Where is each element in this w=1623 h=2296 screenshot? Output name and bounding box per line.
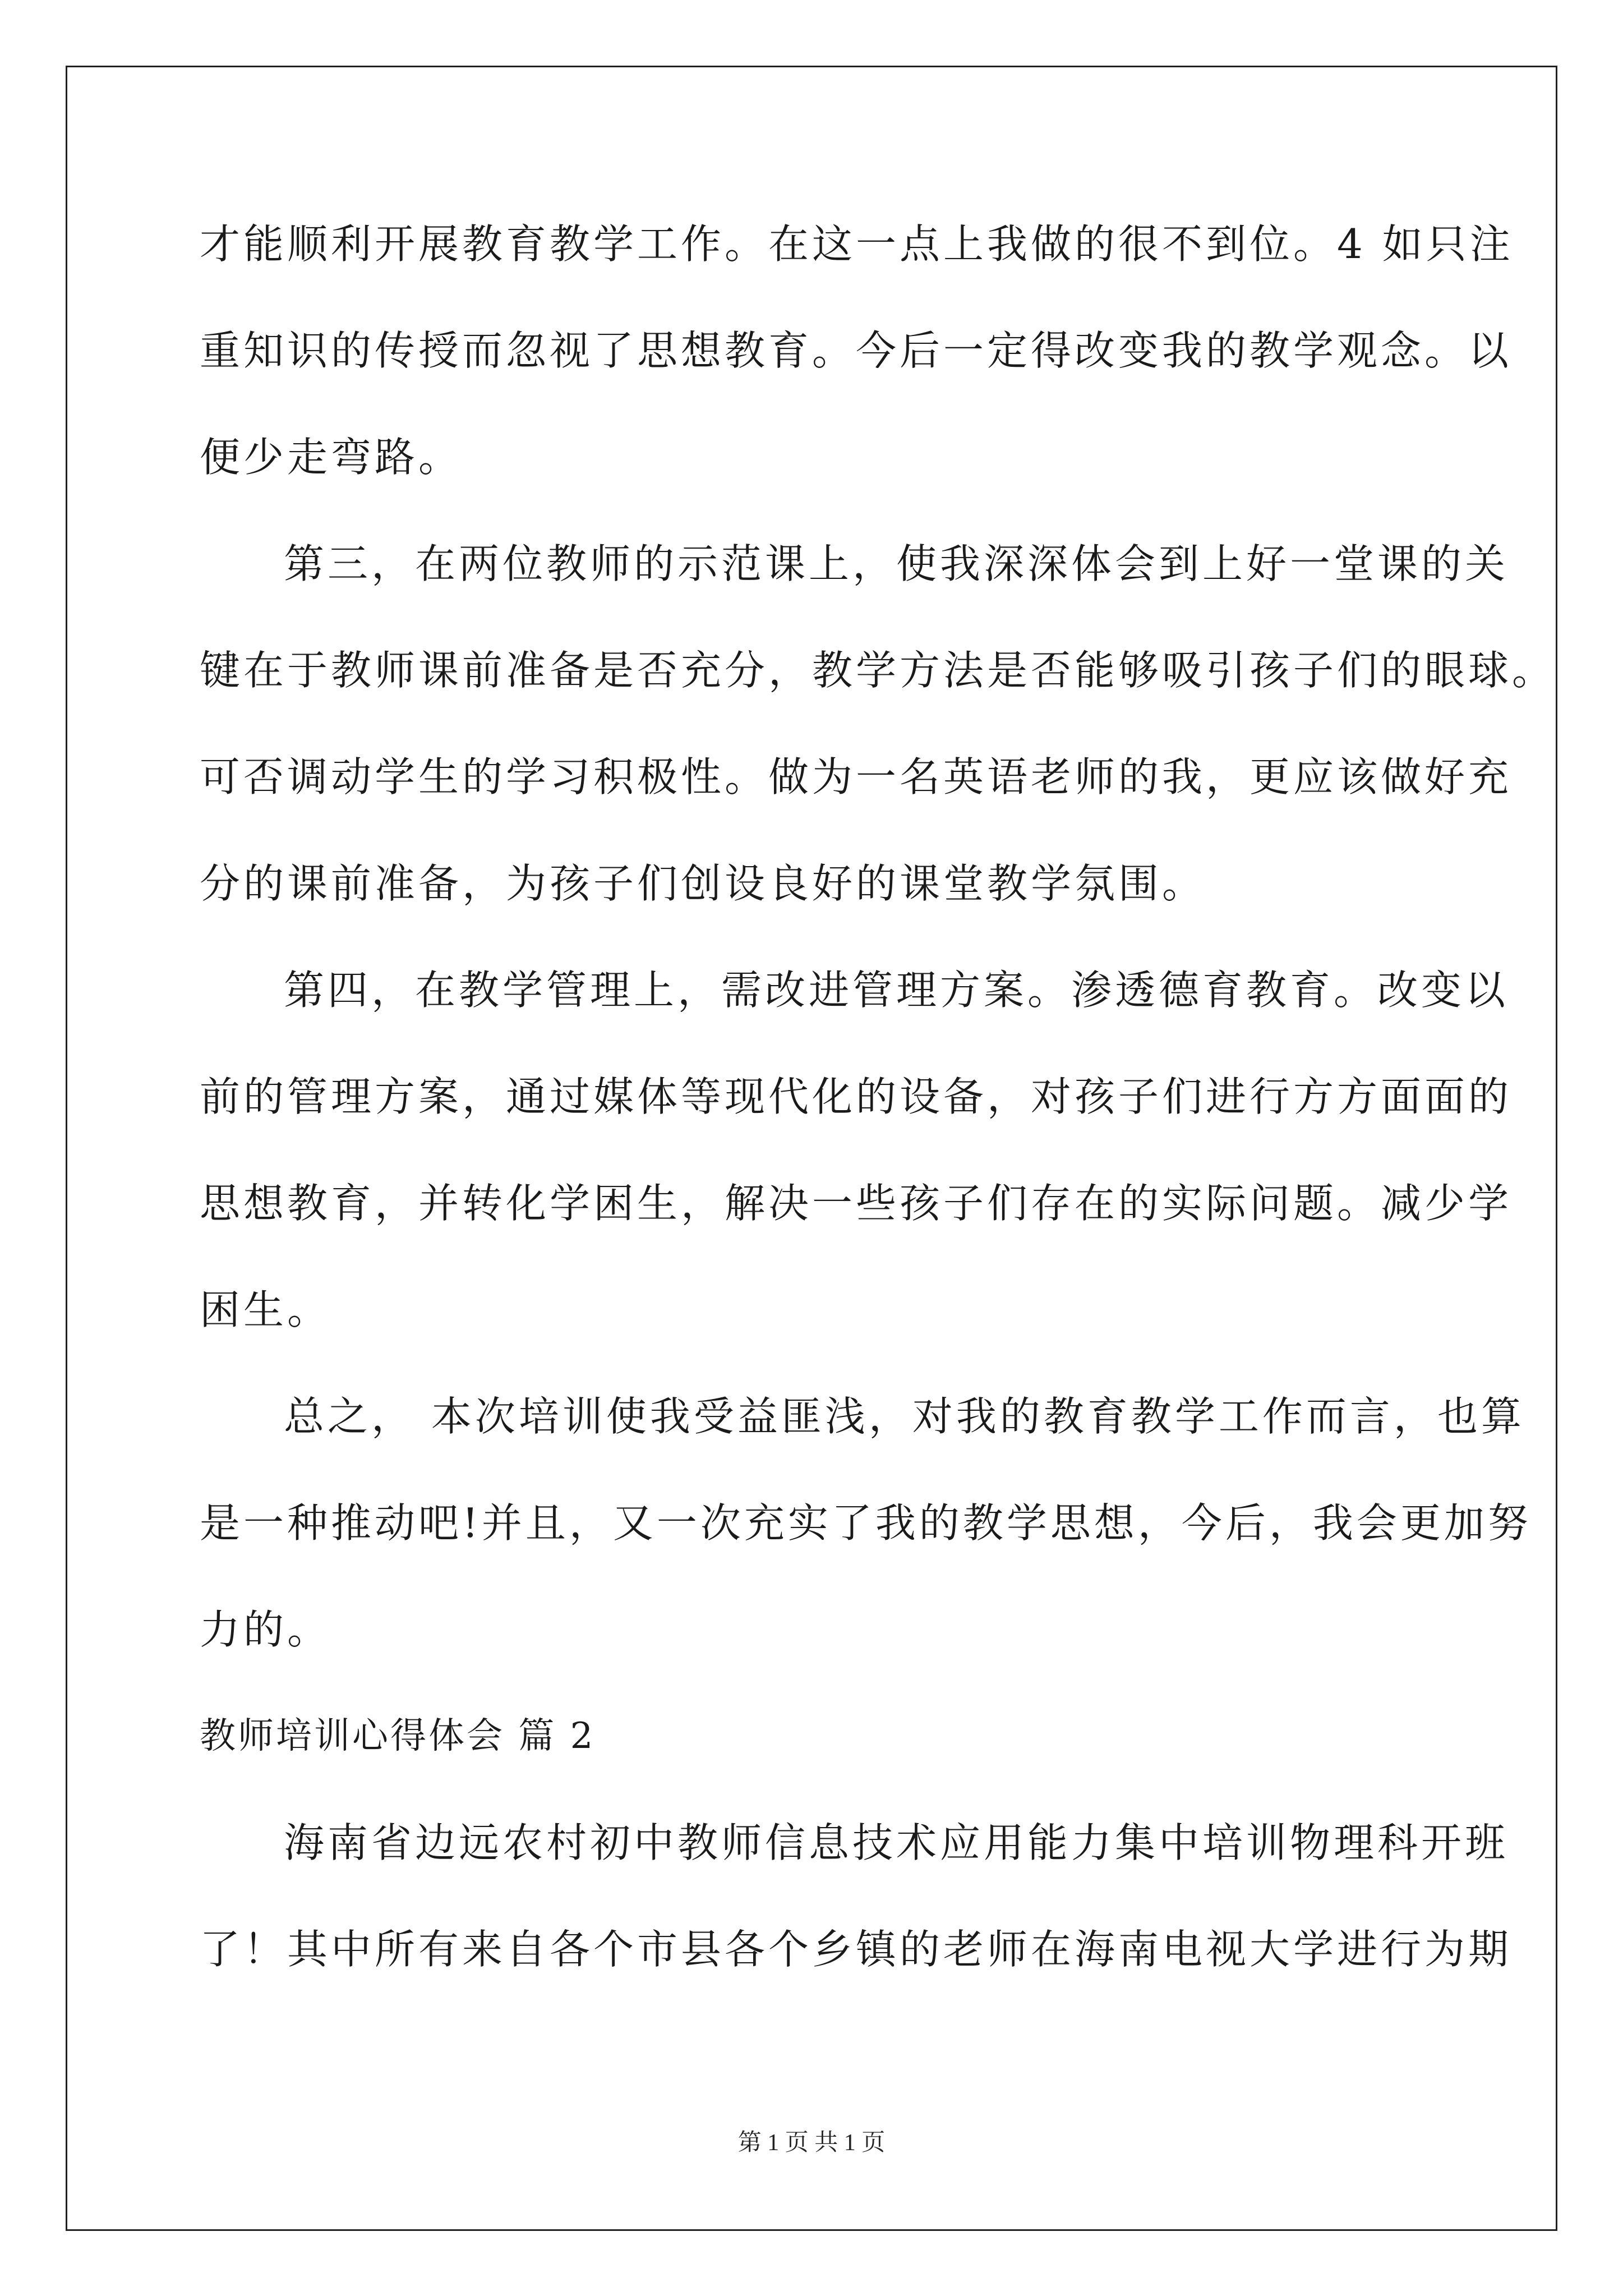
- text-line: 是一种推动吧!并且，又一次充实了我的教学思想，今后，我会更加努: [200, 1499, 1532, 1547]
- text-line: 可否调动学生的学习积极性。做为一名英语老师的我，更应该做好充: [200, 753, 1513, 800]
- text-line: 前的管理方案，通过媒体等现代化的设备，对孩子们进行方方面面的: [200, 1073, 1513, 1120]
- text-line: 困生。: [200, 1286, 331, 1333]
- text-line: 便少走弯路。: [200, 434, 463, 481]
- section-heading: 教师培训心得体会 篇 2: [200, 1715, 596, 1757]
- text-line: 分的课前准备，为孩子们创设良好的课堂教学氛围。: [200, 860, 1206, 907]
- text-line: 第三，在两位教师的示范课上，使我深深体会到上好一堂课的关: [284, 540, 1509, 587]
- text-line: 第四，在教学管理上，需改进管理方案。渗透德育教育。改变以: [284, 967, 1509, 1014]
- page-footer: 第 1 页 共 1 页: [737, 2130, 886, 2156]
- text-line: 思想教育，并转化学困生，解决一些孩子们存在的实际问题。减少学: [200, 1180, 1513, 1227]
- text-line: 重知识的传授而忽视了思想教育。今后一定得改变我的教学观念。以: [200, 327, 1513, 374]
- text-line: 力的。: [200, 1606, 331, 1653]
- text-line: 海南省边远农村初中教师信息技术应用能力集中培训物理科开班: [284, 1819, 1509, 1866]
- text-line: 才能顺利开展教育教学工作。在这一点上我做的很不到位。4 如只注: [200, 220, 1514, 268]
- document-body: [200, 208, 1556, 2019]
- text-line: 总之， 本次培训使我受益匪浅，对我的教育教学工作而言，也算: [284, 1393, 1525, 1440]
- text-line: 了！其中所有来自各个市县各个乡镇的老师在海南电视大学进行为期: [200, 1926, 1513, 1973]
- text-line: 键在于教师课前准备是否充分，教学方法是否能够吸引孩子们的眼球。: [200, 647, 1556, 694]
